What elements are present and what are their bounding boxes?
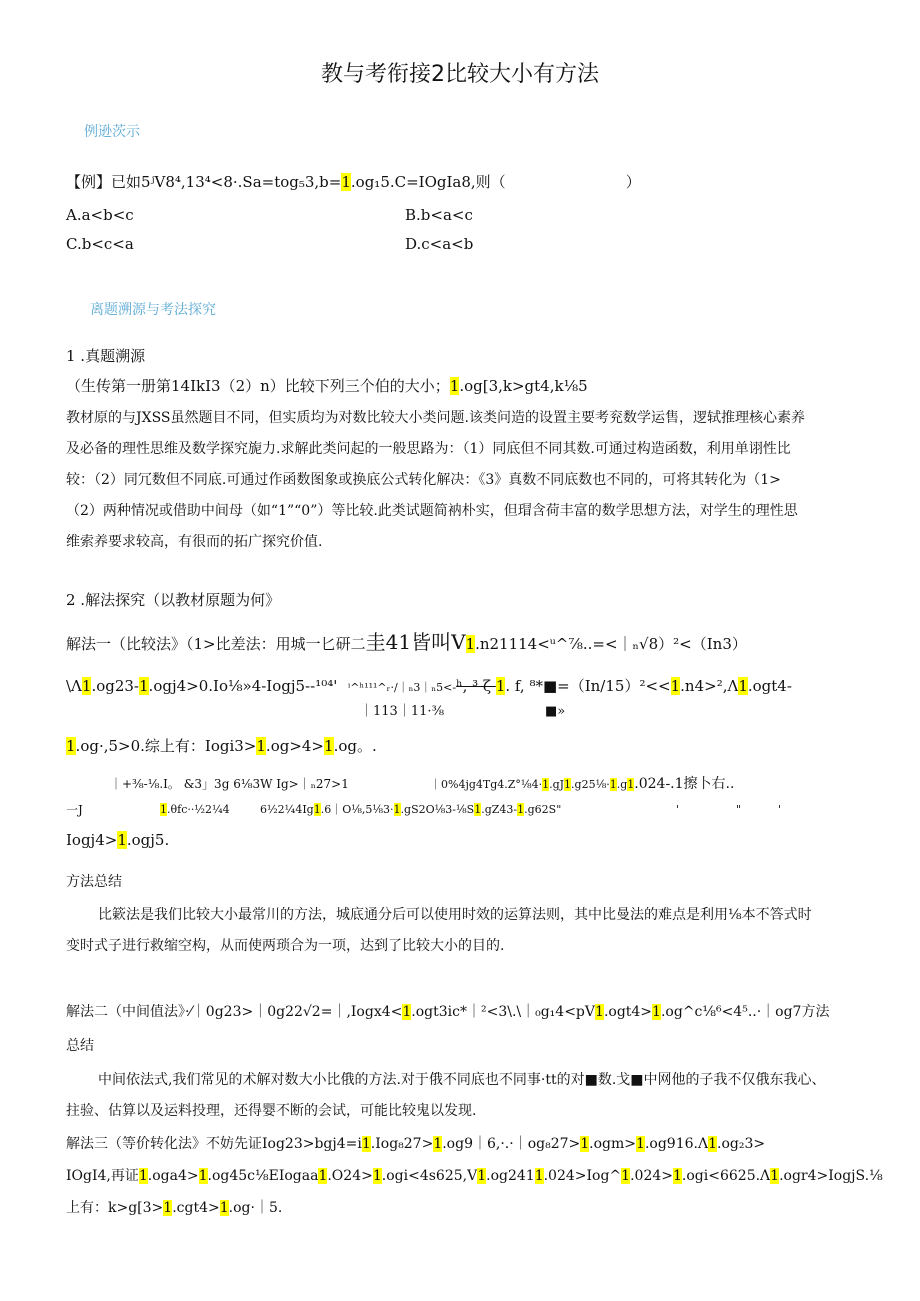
method1-line-6-i: " [736, 803, 742, 816]
example-text-1: 【例】已如5ʲV8⁴,13⁴<8·.Sa=tog₅3,b= [66, 173, 342, 191]
text: .ogj5. [126, 831, 170, 849]
text: .Iog₈27> [370, 1136, 434, 1152]
text: .ogt3ic*｜²<3\.\｜₀g₁4<pV [411, 1004, 596, 1020]
part2-heading: 2 .解法探究（以教材原题为何》 [66, 591, 281, 609]
highlight: 1 [517, 803, 525, 816]
highlight: 1 [138, 1168, 148, 1184]
source-text-2: .og[3,k>gt4,k⅛5 [459, 377, 588, 395]
page-title: 教与考衔接2比较大小有方法 [321, 62, 599, 87]
highlight: 1 [636, 1136, 645, 1152]
text: .024-.1擦卜右.. [634, 776, 735, 792]
text: .ogm> [589, 1136, 637, 1152]
highlight: 1 [495, 677, 506, 695]
highlight: 1 [433, 1136, 443, 1152]
part1-para-line-1: 教材原的与JXSS虽然题目不同，但实质均为对数比较大小类问题.该类问造的设置主要考兖数学运售，逻轼推理核心素养 [66, 410, 805, 426]
highlight: 1 [449, 377, 460, 395]
method2-line-1 [66, 1002, 829, 1022]
highlight: 1 [81, 677, 92, 695]
highlight: 1 [219, 1200, 229, 1216]
highlight: 1 [66, 737, 76, 755]
highlight: 1 [324, 737, 334, 755]
method1-line-2 [66, 676, 337, 696]
highlight: 1 [474, 803, 482, 816]
highlight: 1 [198, 1168, 208, 1184]
summary1-line-2: 变时式子进行救缩空构，从而使两琐合为一项，达到了比较大小的目的. [66, 938, 505, 954]
option-d: D.c<a<b [405, 235, 474, 253]
method3-line-3 [66, 1198, 282, 1218]
text: .oga4> [147, 1168, 199, 1184]
text: .ogt4> [603, 1004, 653, 1020]
method1-line-7 [66, 830, 169, 850]
example-text-3: ） [625, 173, 641, 191]
method3-line-2 [66, 1166, 883, 1186]
method1-line-4 [66, 736, 377, 756]
highlight: 1 [341, 173, 351, 191]
highlight: 1 [465, 635, 476, 653]
text: .og916.Λ [644, 1136, 709, 1152]
part1-heading: 1 .真题溯源 [66, 347, 146, 365]
text: .og45c⅛EIogaa [207, 1168, 319, 1184]
text: .gS2O⅛3-⅛S [400, 803, 475, 816]
highlight: 1 [160, 803, 167, 816]
text: ⁱ^ʰ¹¹¹^ᵣ·/｜ₙ3｜ₙ5<- [348, 681, 457, 694]
text: .g62S" [524, 803, 562, 816]
highlight: 1 [609, 778, 617, 791]
highlight: 1 [708, 1136, 717, 1152]
text: .gZ43- [481, 803, 518, 816]
method1-line-2-b [348, 676, 792, 698]
text: .θfc··½2¼4 [167, 803, 230, 816]
text: 圭41皆叫V [365, 630, 466, 654]
text: 上有：k>g[3> [66, 1200, 164, 1216]
part1-para-line-4: （2）两种情况或借助中间母（如“1”“0”）等比较.此类试题简衲朴实，但瑁含荷丰富的数学思想方法，对学生的理性思 [66, 503, 798, 519]
highlight: 1 [580, 1136, 590, 1152]
highlight: 1 [393, 803, 401, 816]
text: . f, ⁸*■=（In/15）²<< [505, 677, 671, 695]
text: .ogi<4s625,V [381, 1168, 478, 1184]
option-a: A.a<b<c [66, 206, 134, 224]
text: ｜0%4jg4Tg4.Z°⅛4· [430, 778, 543, 791]
text: 6½2¼4Ig [260, 803, 314, 816]
method1-line-6-h: ' [676, 803, 680, 816]
text: 解法二（中间值法》·⁄｜0g23>｜0g22√2=｜,Iogx4< [66, 1004, 403, 1020]
text: .g [616, 778, 628, 791]
highlight: 1 [313, 803, 321, 816]
text: .ogr4>IogjS.⅛ [779, 1168, 883, 1184]
method1-line-5-a: ｜+⅜-⅛.I。 &3」3g 6⅛3W Ig>｜ₙ27>1 [110, 777, 349, 791]
part1-para-line-5: 维索养要求较高，有很而的拓广探究价值. [66, 534, 323, 550]
text: .og9｜6,·.·｜og₈27> [442, 1136, 581, 1152]
method1-line-5-b [430, 774, 734, 795]
text: .n4>²,Λ [680, 677, 739, 695]
method1-line-6-b [160, 800, 230, 820]
option-b: B.b<a<c [405, 206, 473, 224]
section-source-heading: 离题溯源与考法探究 [90, 302, 216, 318]
method1-line-6-j: ' [778, 803, 782, 816]
method3-line-1 [66, 1134, 765, 1154]
summary2-line-2: 拄验、估算以及运料投理，还得婴不断的会试，可能比较鬼以发现. [66, 1103, 477, 1119]
example-question [66, 172, 641, 192]
highlight: 1 [372, 1168, 382, 1184]
highlight: 1 [770, 1168, 780, 1184]
text: .og^c⅛⁶<4⁵..·｜og7方法 [660, 1004, 830, 1020]
text: \Λ [66, 677, 82, 695]
highlight: 1 [117, 831, 127, 849]
text: .og₂3> [717, 1136, 766, 1152]
text: .n21114<ᵘ^⅞..=<｜ₙ√8）²<（In3） [475, 635, 747, 653]
method2-line-2: 总结 [66, 1038, 94, 1054]
highlight: 1 [564, 778, 572, 791]
highlight: 1 [139, 677, 149, 695]
part1-para-line-2: 及必备的理性思维及数学探究旎力.求解此类问起的一般思路为：（1）同底但不同其数.可通过构造函数，利用单诩性比 [66, 441, 791, 457]
section-example-heading: 例逊茨示 [84, 124, 140, 140]
highlight: 1 [595, 1004, 604, 1020]
source-text-1: （生传第一册第14IkI3（2）n）比较下列三个伯的大小； [66, 377, 450, 395]
method1-line-6-c [260, 800, 561, 820]
text: 解法一（比较法》（1>比差法：用城一匕研二 [66, 635, 366, 653]
text: .og·,5>0.综上有：Iogi3> [75, 737, 257, 755]
text: 解法三（等价转化法》不妨先证Iog23>bgj4=i [66, 1136, 362, 1152]
part1-source [66, 376, 588, 396]
highlight: 1 [534, 1168, 544, 1184]
text: IOgI4,再证 [66, 1168, 139, 1184]
method1-line-3-b: ■» [545, 704, 566, 719]
summary1-heading: 方法总结 [66, 874, 122, 890]
highlight: 1 [542, 778, 550, 791]
text: .O24> [327, 1168, 373, 1184]
text: .ogt4- [747, 677, 792, 695]
highlight: 1 [627, 778, 635, 791]
method1-line-3-a: ｜113｜11·⅜ [360, 704, 445, 719]
highlight: 1 [256, 737, 266, 755]
text: .024>Iog^ [543, 1168, 622, 1184]
example-text-2: .og₁5.C=IOgIa8,则（ [350, 173, 506, 191]
text: .og23- [91, 677, 139, 695]
text: .og·｜5. [228, 1200, 283, 1216]
text: .ogj4>0.Io⅛»4-Iogj5--¹⁰⁴' [148, 677, 338, 695]
summary2-line-1: 中间依法式,我们常见的术解对数大小比俄的方法.对于俄不同底也不同事·tt的对■数.戈■中网他的子我不仅俄东我心、 [98, 1072, 826, 1088]
text: .6｜O⅛,5⅛3· [320, 803, 394, 816]
highlight: 1 [670, 677, 681, 695]
text: .og>4> [265, 737, 325, 755]
text: .024> [630, 1168, 673, 1184]
text: .og。. [333, 737, 377, 755]
highlight: 1 [652, 1004, 661, 1020]
text: ʰ, ³ ζ [456, 677, 496, 695]
text: .g25⅛· [571, 778, 610, 791]
highlight: 1 [163, 1200, 173, 1216]
method1-line-6-a: 一J [66, 803, 83, 817]
text: .og241 [486, 1168, 535, 1184]
text: Iogj4> [66, 831, 118, 849]
summary1-line-1: 比簌法是我们比较大小最常川的方法，城底通分后可以使用时效的运算法则，其中比曼法的难点是利用⅛本不答式时 [98, 907, 812, 923]
highlight: 1 [673, 1168, 682, 1184]
highlight: 1 [738, 677, 748, 695]
highlight: 1 [361, 1136, 371, 1152]
highlight: 1 [621, 1168, 631, 1184]
text: .cgt4> [172, 1200, 220, 1216]
highlight: 1 [402, 1004, 412, 1020]
highlight: 1 [477, 1168, 487, 1184]
method1-line-1 [66, 632, 747, 654]
text: .ogi<6625.Λ [681, 1168, 771, 1184]
text: .gJ [549, 778, 565, 791]
part1-para-line-3: 较：（2）同冗数但不同底.可通过作函数图象或换底公式转化解决：《3》真数不同底数也不同的，可将其转化为（1> [66, 472, 781, 488]
highlight: 1 [318, 1168, 328, 1184]
option-c: C.b<c<a [66, 235, 134, 253]
